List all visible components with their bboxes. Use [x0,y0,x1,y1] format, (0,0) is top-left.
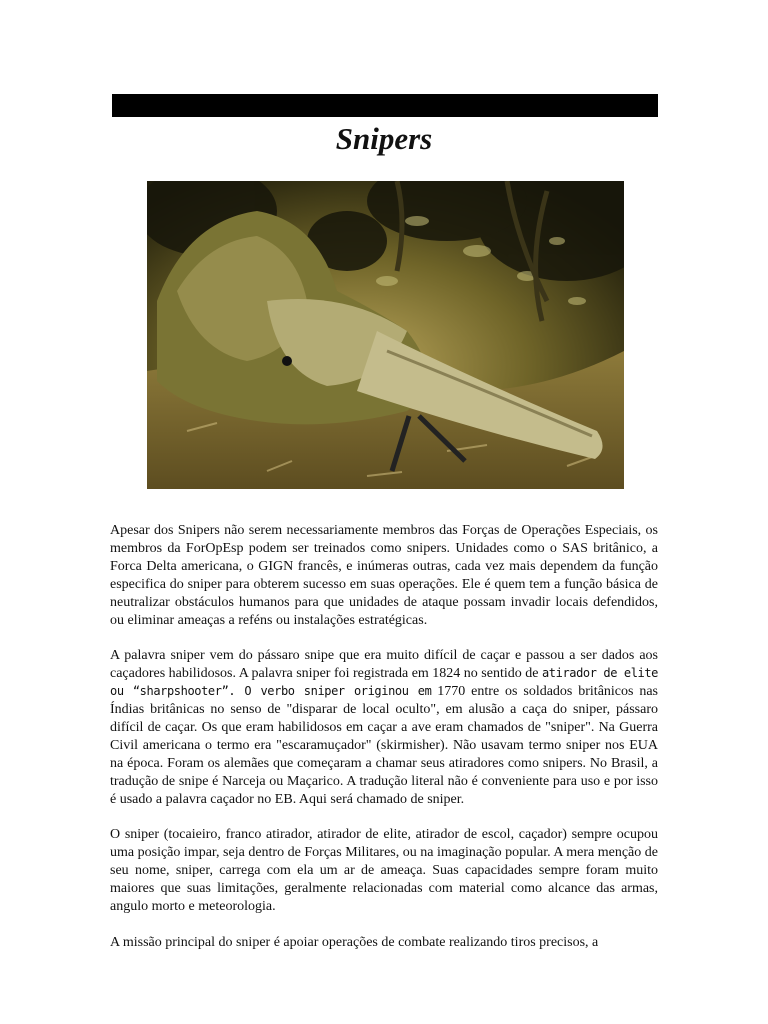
sniper-photo [147,181,624,489]
paragraph: A missão principal do sniper é apoiar operações de combate realizando tiros precisos, a [110,934,599,950]
article-body [110,522,658,970]
paragraph: O sniper (tocaieiro, franco atirador, atirador de elite, atirador de escol, caçador) sempre ocupou uma posição impar, seja dentro de Forças Militares, ou na imaginação popular. A mera menção de seu nome, sniper, carrega com ela um ar de ameaça. Suas capacidades sempre foram muito maiores que suas limitações, geralmente relacionadas com material como alcance das armas, angulo morto e meteorologia. [110,827,658,914]
paragraph [110,647,658,808]
sniper-photo-illustration [147,181,624,489]
paragraph-text: 1770 entre os soldados britânicos nas Índias britânicas no senso de "disparar de local oculto", em alusão a caça do sniper, pássaro difícil de caçar. Os que eram habilidosos em caçar a ave eram chamados de "sniper". Na Guerra Civil americana o termo era "escaramuçador" (skirmisher). Não usavam termo sniper nos EUA na época. Foram os alemães que começaram a chamar seus atiradores como snipers. No Brasil, a tradução de snipe é Narceja ou Maçarico. A tradução literal não é conveniente para uso e por isso é usado a palavra caçador no EB. Aqui será chamado de sniper. [110,684,658,807]
paragraph-mono-text: atirador de elite ou “sharpshooter”. O verbo sniper originou em [110,666,659,699]
page-title: Snipers [335,121,433,156]
header-bar [112,94,658,117]
paragraph-text: A palavra sniper vem do pássaro snipe que era muito difícil de caçar e passou a ser dados aos caçadores habilidosos. A palavra sniper foi registrada em 1824 no sentido de [110,648,658,682]
paragraph: Apesar dos Snipers não serem necessariamente membros das Forças de Operações Especiais, os membros da ForOpEsp podem ser treinados como snipers. Unidades como o SAS britânico, a Forca Delta americana, o GIGN francês, e inúmeras outras, cada vez mais dependem da função especifica do sniper para obterem sucesso em suas operações. Ele é quem tem a função básica de neutralizar obstáculos humanos para que unidades de ataque possam invadir locais defendidos, ou eliminar ameaças a reféns ou instalações estratégicas. [110,523,658,628]
